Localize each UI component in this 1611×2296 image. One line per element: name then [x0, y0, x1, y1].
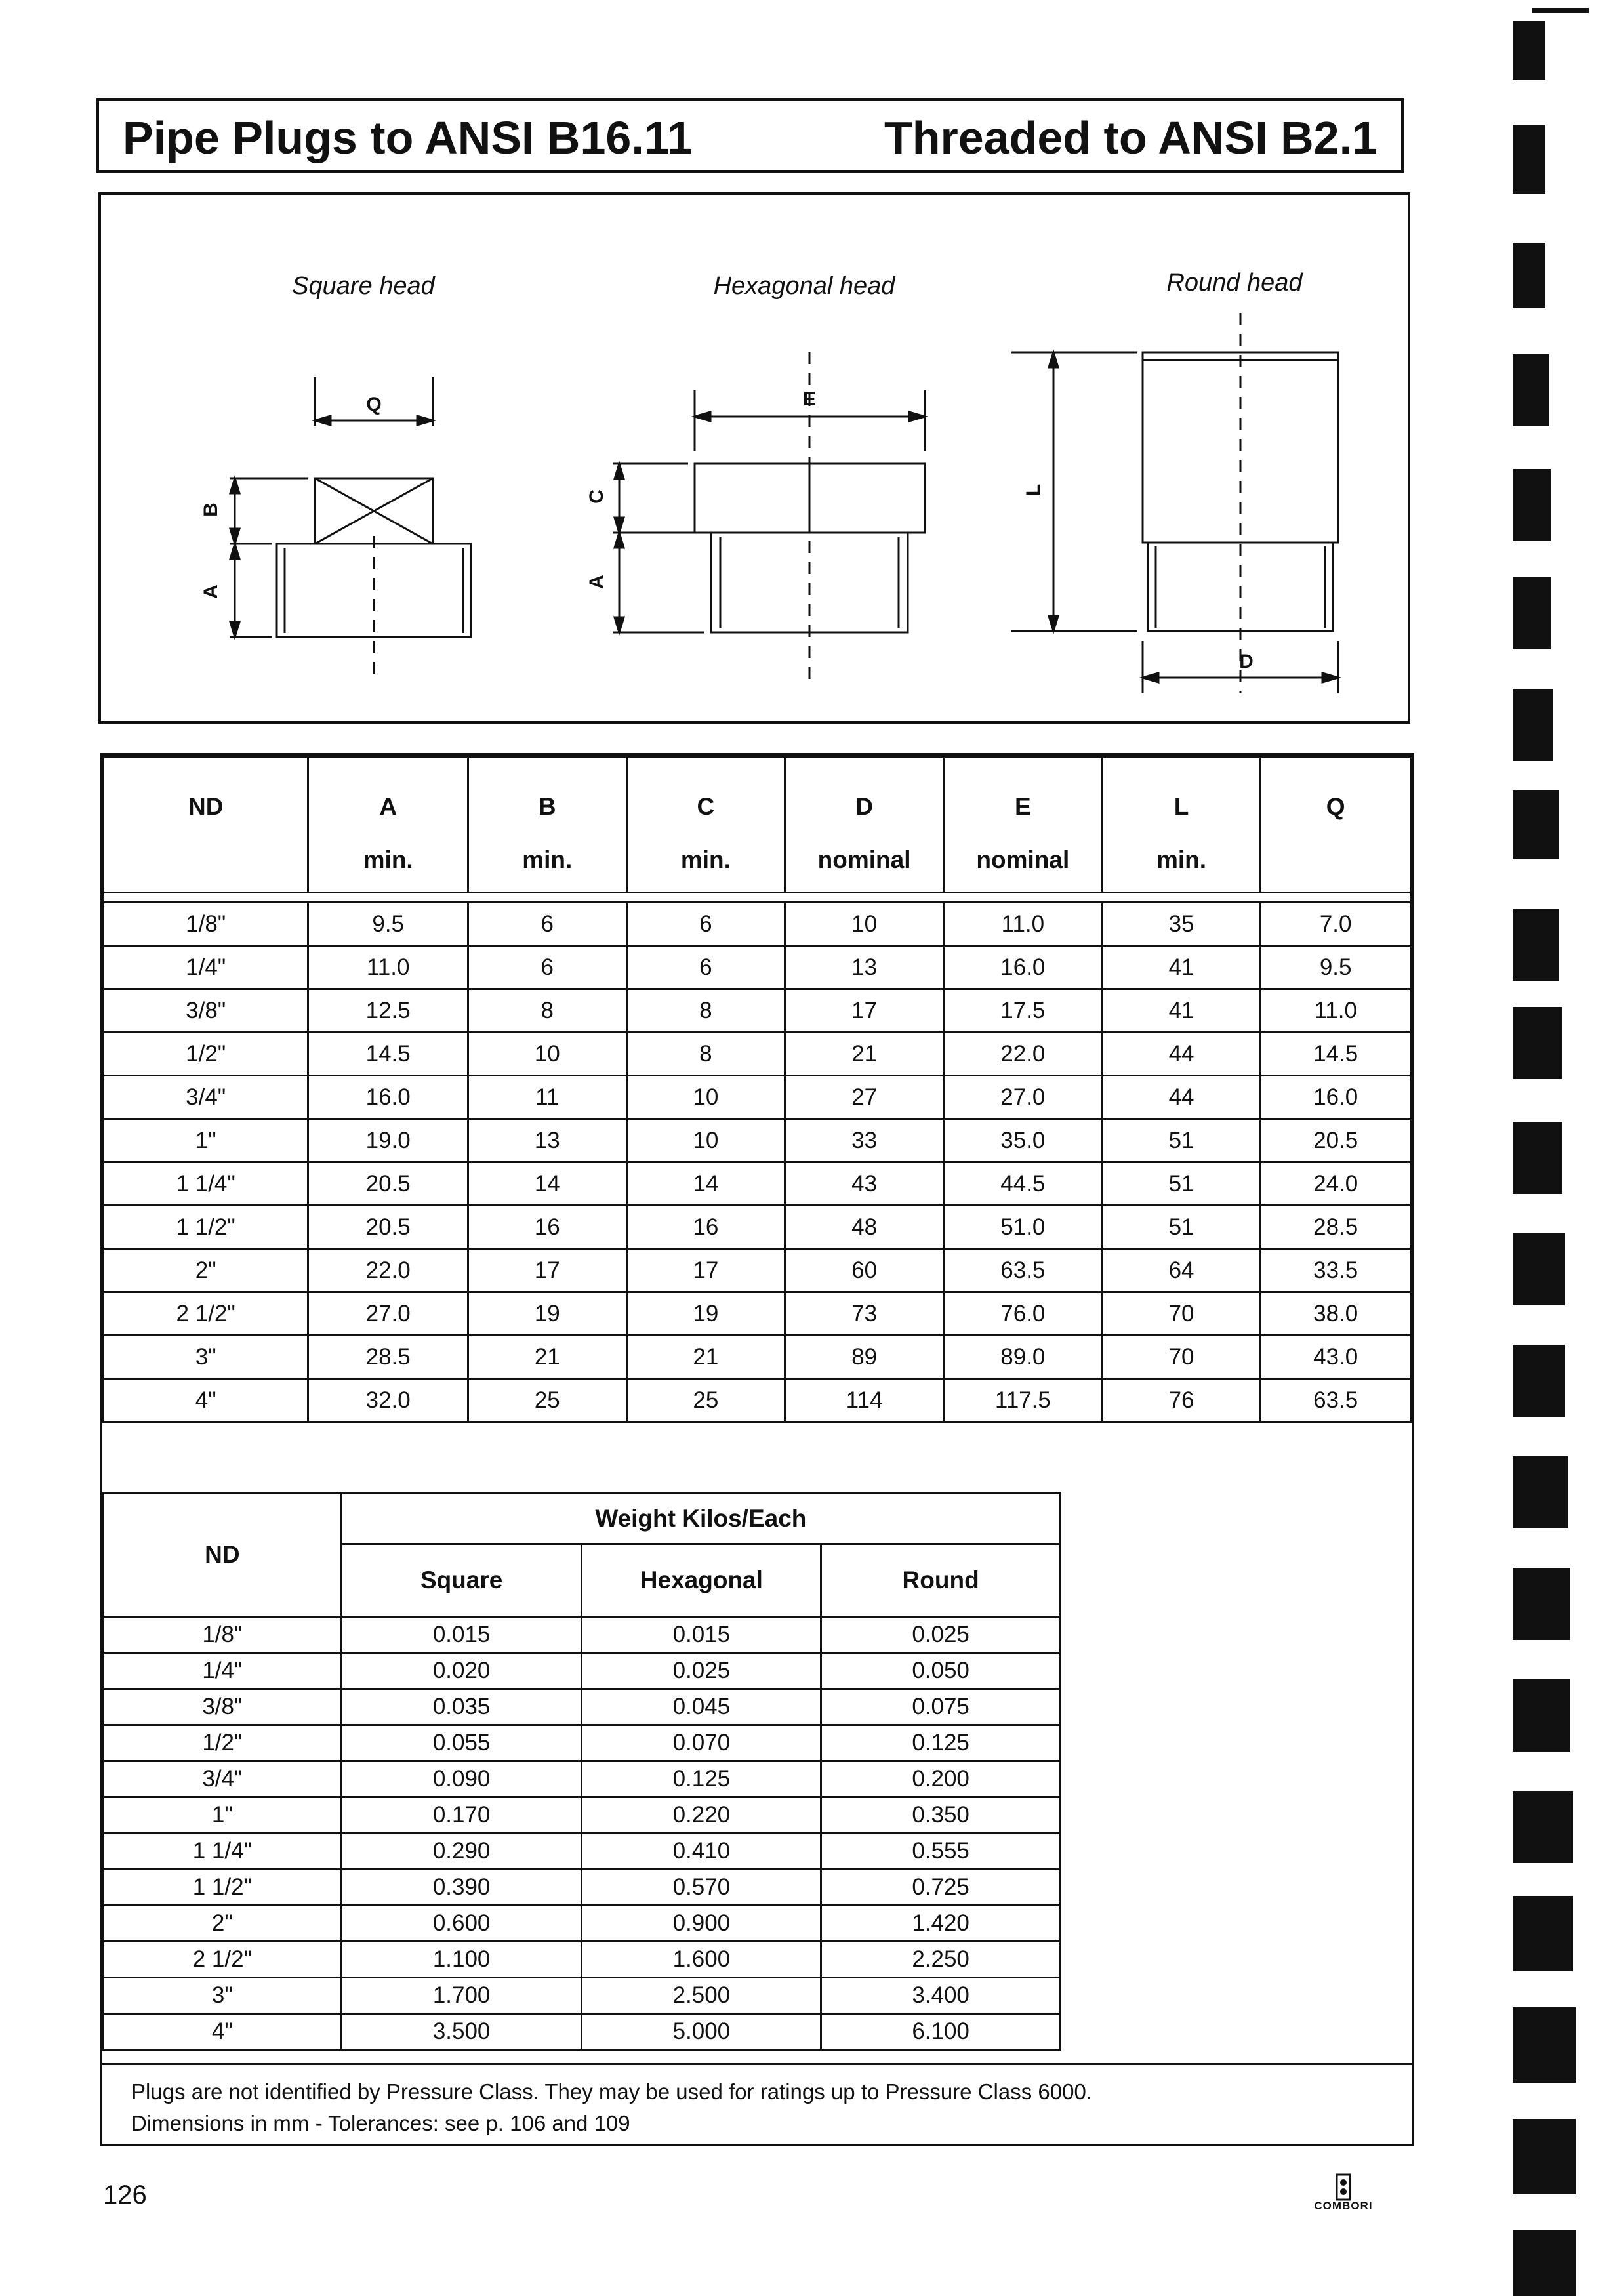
nd-cell: 1/4": [104, 1653, 342, 1689]
table-cell: 17: [626, 1249, 785, 1292]
table-cell: 16.0: [943, 946, 1102, 989]
table-row: [104, 1653, 1061, 1689]
column-subheader: min.: [468, 829, 626, 893]
table-cell: 21: [468, 1336, 626, 1379]
table-row: [104, 1761, 1061, 1797]
table-row: [104, 1379, 1411, 1422]
table-cell: 12.5: [308, 989, 468, 1033]
round-head-drawing: [1011, 313, 1338, 693]
weight-cell: 2.500: [582, 1978, 821, 2014]
table-cell: 10: [626, 1076, 785, 1119]
weight-cell: 5.000: [582, 2014, 821, 2050]
table-cell: 41: [1102, 989, 1261, 1033]
weight-cell: 0.070: [582, 1725, 821, 1761]
nd-cell: 1/4": [104, 946, 308, 989]
table-cell: 27.0: [943, 1076, 1102, 1119]
binding-mark: [1513, 1233, 1565, 1305]
table-cell: 70: [1102, 1336, 1261, 1379]
nd-cell: 3": [104, 1336, 308, 1379]
binding-mark: [1513, 2119, 1576, 2194]
weight-cell: 0.125: [582, 1761, 821, 1797]
header-spacer: [104, 893, 1411, 903]
column-subheader: min.: [308, 829, 468, 893]
binding-mark: [1513, 1679, 1570, 1752]
table-row: [104, 1292, 1411, 1336]
weight-group-header: Weight Kilos/Each: [341, 1493, 1060, 1544]
table-cell: 20.5: [1261, 1119, 1411, 1162]
weight-header-row: [104, 1493, 1061, 1544]
nd-cell: 2": [104, 1906, 342, 1942]
weight-cell: 0.090: [341, 1761, 582, 1797]
table-cell: 13: [785, 946, 944, 989]
binding-strip: [1502, 0, 1611, 2296]
table-row: [104, 1162, 1411, 1206]
nd-cell: 1 1/2": [104, 1870, 342, 1906]
table-cell: 13: [468, 1119, 626, 1162]
weight-cell: 1.600: [582, 1942, 821, 1978]
weight-subheader-square: Square: [341, 1544, 582, 1617]
plug-drawings: [101, 195, 1408, 721]
table-cell: 9.5: [1261, 946, 1411, 989]
table-cell: 60: [785, 1249, 944, 1292]
weight-cell: 0.170: [341, 1797, 582, 1834]
column-header: B: [468, 757, 626, 829]
nd-cell: 3/8": [104, 989, 308, 1033]
weight-cell: 0.025: [582, 1653, 821, 1689]
table-cell: 6: [468, 946, 626, 989]
round-head-caption: Round head: [1166, 269, 1303, 297]
weight-cell: 0.220: [582, 1797, 821, 1834]
table-row: [104, 1834, 1061, 1870]
binding-mark: [1513, 577, 1551, 649]
weight-cell: 0.200: [821, 1761, 1061, 1797]
table-cell: 44.5: [943, 1162, 1102, 1206]
table-cell: 27: [785, 1076, 944, 1119]
dimension-letter-a-hex: A: [586, 575, 607, 589]
weight-cell: 0.075: [821, 1689, 1061, 1725]
nd-cell: 3/4": [104, 1761, 342, 1797]
column-header: Q: [1261, 757, 1411, 829]
table-cell: 8: [626, 1033, 785, 1076]
table-row: [104, 1617, 1061, 1653]
column-subheader: [104, 829, 308, 893]
weight-cell: 0.570: [582, 1870, 821, 1906]
table-cell: 76: [1102, 1379, 1261, 1422]
weight-cell: 1.420: [821, 1906, 1061, 1942]
logo-mark-icon: [1335, 2173, 1352, 2201]
dimensions-header-row: [104, 757, 1411, 829]
table-cell: 27.0: [308, 1292, 468, 1336]
table-cell: 24.0: [1261, 1162, 1411, 1206]
binding-mark: [1513, 1896, 1573, 1971]
table-row: [104, 1249, 1411, 1292]
weight-cell: 3.500: [341, 2014, 582, 2050]
table-cell: 73: [785, 1292, 944, 1336]
square-head-drawing: [230, 377, 471, 680]
column-header: C: [626, 757, 785, 829]
table-cell: 33: [785, 1119, 944, 1162]
table-cell: 6: [468, 903, 626, 946]
nd-cell: 1 1/4": [104, 1834, 342, 1870]
table-cell: 11.0: [1261, 989, 1411, 1033]
table-cell: 63.5: [943, 1249, 1102, 1292]
notes: [131, 2076, 1377, 2139]
binding-mark: [1513, 243, 1545, 308]
table-cell: 89.0: [943, 1336, 1102, 1379]
binding-mark: [1513, 1791, 1573, 1863]
table-row: [104, 1689, 1061, 1725]
nd-cell: 1/2": [104, 1725, 342, 1761]
table-cell: 11.0: [943, 903, 1102, 946]
table-cell: 22.0: [943, 1033, 1102, 1076]
weight-cell: 0.035: [341, 1689, 582, 1725]
binding-mark: [1513, 1007, 1562, 1079]
note-line: Plugs are not identified by Pressure Class. They may be used for ratings up to Pressure Class 6000.: [131, 2080, 1092, 2104]
publisher-logo: [1301, 2173, 1386, 2219]
table-cell: 17: [785, 989, 944, 1033]
table-cell: 11.0: [308, 946, 468, 989]
nd-cell: 3/4": [104, 1076, 308, 1119]
table-cell: 6: [626, 946, 785, 989]
binding-mark: [1532, 8, 1589, 13]
weight-subheader-round: Round: [821, 1544, 1061, 1617]
table-cell: 10: [785, 903, 944, 946]
table-cell: 33.5: [1261, 1249, 1411, 1292]
table-cell: 64: [1102, 1249, 1261, 1292]
publisher-logo-text: COMBORI: [1314, 2200, 1373, 2212]
page-number: 126: [103, 2181, 147, 2209]
nd-cell: 2 1/2": [104, 1292, 308, 1336]
table-cell: 43: [785, 1162, 944, 1206]
column-header: ND: [104, 757, 308, 829]
table-cell: 14.5: [308, 1033, 468, 1076]
weight-nd-header: ND: [104, 1493, 342, 1617]
weight-cell: 0.390: [341, 1870, 582, 1906]
column-subheader: [1261, 829, 1411, 893]
binding-mark: [1513, 2007, 1576, 2083]
binding-mark: [1513, 689, 1553, 761]
nd-cell: 1 1/2": [104, 1206, 308, 1249]
table-row: [104, 1725, 1061, 1761]
table-row: [104, 1206, 1411, 1249]
nd-cell: 1": [104, 1119, 308, 1162]
table-cell: 14: [626, 1162, 785, 1206]
dimension-letter-e: E: [802, 388, 817, 410]
weight-cell: 0.015: [341, 1617, 582, 1653]
tables-panel: [100, 753, 1414, 2146]
table-row: [104, 2014, 1061, 2050]
dimension-letter-b: B: [200, 502, 222, 517]
column-header: E: [943, 757, 1102, 829]
weight-cell: 2.250: [821, 1942, 1061, 1978]
weight-cell: 0.900: [582, 1906, 821, 1942]
table-row: [104, 903, 1411, 946]
table-cell: 19: [468, 1292, 626, 1336]
binding-mark: [1513, 1456, 1568, 1528]
table-cell: 16.0: [308, 1076, 468, 1119]
table-cell: 43.0: [1261, 1336, 1411, 1379]
notes-divider: [102, 2063, 1412, 2065]
table-cell: 51.0: [943, 1206, 1102, 1249]
dimensions-subheader-row: [104, 829, 1411, 893]
table-cell: 20.5: [308, 1162, 468, 1206]
binding-mark: [1513, 790, 1559, 859]
table-cell: 114: [785, 1379, 944, 1422]
table-cell: 17: [468, 1249, 626, 1292]
table-cell: 76.0: [943, 1292, 1102, 1336]
dimension-letter-c: C: [586, 489, 607, 504]
table-cell: 14: [468, 1162, 626, 1206]
table-row: [104, 1119, 1411, 1162]
table-cell: 21: [785, 1033, 944, 1076]
weight-cell: 0.600: [341, 1906, 582, 1942]
column-subheader: nominal: [943, 829, 1102, 893]
table-row: [104, 1336, 1411, 1379]
table-cell: 35.0: [943, 1119, 1102, 1162]
page-subtitle: Threaded to ANSI B2.1: [884, 112, 1377, 163]
hexagonal-head-caption: Hexagonal head: [713, 272, 895, 300]
nd-cell: 1/8": [104, 903, 308, 946]
weight-cell: 0.025: [821, 1617, 1061, 1653]
column-subheader: nominal: [785, 829, 944, 893]
column-header: L: [1102, 757, 1261, 829]
table-cell: 11: [468, 1076, 626, 1119]
table-cell: 89: [785, 1336, 944, 1379]
table-cell: 28.5: [1261, 1206, 1411, 1249]
binding-mark: [1513, 125, 1545, 194]
weight-table: [102, 1492, 1061, 2051]
table-cell: 16.0: [1261, 1076, 1411, 1119]
table-cell: 44: [1102, 1033, 1261, 1076]
table-cell: 19: [626, 1292, 785, 1336]
table-cell: 51: [1102, 1119, 1261, 1162]
table-cell: 10: [468, 1033, 626, 1076]
weight-cell: 1.100: [341, 1942, 582, 1978]
column-subheader: min.: [1102, 829, 1261, 893]
dimension-letter-a-square: A: [200, 584, 222, 599]
binding-mark: [1513, 1122, 1562, 1194]
table-cell: 63.5: [1261, 1379, 1411, 1422]
nd-cell: 1": [104, 1797, 342, 1834]
nd-cell: 2 1/2": [104, 1942, 342, 1978]
column-subheader: min.: [626, 829, 785, 893]
title-box: [96, 98, 1404, 173]
table-cell: 35: [1102, 903, 1261, 946]
table-cell: 7.0: [1261, 903, 1411, 946]
diagram-panel: [98, 192, 1410, 724]
weight-cell: 3.400: [821, 1978, 1061, 2014]
nd-cell: 1/2": [104, 1033, 308, 1076]
dimensions-table: [102, 756, 1412, 1423]
weight-cell: 1.700: [341, 1978, 582, 2014]
table-row: [104, 1942, 1061, 1978]
weight-cell: 6.100: [821, 2014, 1061, 2050]
table-row: [104, 1797, 1061, 1834]
binding-mark: [1513, 354, 1549, 426]
table-cell: 16: [468, 1206, 626, 1249]
table-cell: 38.0: [1261, 1292, 1411, 1336]
table-row: [104, 989, 1411, 1033]
table-row: [104, 1076, 1411, 1119]
binding-mark: [1513, 469, 1551, 541]
nd-cell: 1/8": [104, 1617, 342, 1653]
weight-table-body: [104, 1617, 1061, 2050]
weight-cell: 0.020: [341, 1653, 582, 1689]
nd-cell: 3": [104, 1978, 342, 2014]
table-cell: 28.5: [308, 1336, 468, 1379]
table-row: [104, 946, 1411, 989]
note-line: Dimensions in mm - Tolerances: see p. 106 and 109: [131, 2111, 630, 2135]
weight-cell: 0.015: [582, 1617, 821, 1653]
binding-mark: [1513, 21, 1545, 80]
table-row: [104, 1033, 1411, 1076]
weight-cell: 0.725: [821, 1870, 1061, 1906]
binding-mark: [1513, 1345, 1565, 1417]
table-cell: 25: [468, 1379, 626, 1422]
table-cell: 21: [626, 1336, 785, 1379]
binding-mark: [1513, 2230, 1576, 2296]
table-cell: 6: [626, 903, 785, 946]
table-cell: 51: [1102, 1206, 1261, 1249]
weight-subheader-hexagonal: Hexagonal: [582, 1544, 821, 1617]
table-cell: 32.0: [308, 1379, 468, 1422]
binding-mark: [1513, 909, 1559, 981]
table-cell: 19.0: [308, 1119, 468, 1162]
table-cell: 25: [626, 1379, 785, 1422]
square-head-caption: Square head: [292, 272, 435, 300]
weight-cell: 0.555: [821, 1834, 1061, 1870]
dimension-letter-d: D: [1239, 651, 1254, 672]
weight-cell: 0.350: [821, 1797, 1061, 1834]
table-cell: 17.5: [943, 989, 1102, 1033]
weight-cell: 0.125: [821, 1725, 1061, 1761]
table-cell: 8: [468, 989, 626, 1033]
column-header: D: [785, 757, 944, 829]
table-cell: 10: [626, 1119, 785, 1162]
weight-cell: 0.050: [821, 1653, 1061, 1689]
weight-cell: 0.055: [341, 1725, 582, 1761]
table-cell: 14.5: [1261, 1033, 1411, 1076]
nd-cell: 1 1/4": [104, 1162, 308, 1206]
table-row: [104, 1978, 1061, 2014]
weight-cell: 0.290: [341, 1834, 582, 1870]
weight-cell: 0.410: [582, 1834, 821, 1870]
nd-cell: 4": [104, 2014, 342, 2050]
table-cell: 8: [626, 989, 785, 1033]
weight-cell: 0.045: [582, 1689, 821, 1725]
nd-cell: 4": [104, 1379, 308, 1422]
table-cell: 41: [1102, 946, 1261, 989]
table-cell: 22.0: [308, 1249, 468, 1292]
table-row: [104, 1870, 1061, 1906]
table-row: [104, 1906, 1061, 1942]
page-title: Pipe Plugs to ANSI B16.11: [123, 112, 693, 163]
hexagonal-head-drawing: [613, 352, 925, 680]
column-header: A: [308, 757, 468, 829]
table-cell: 44: [1102, 1076, 1261, 1119]
table-cell: 48: [785, 1206, 944, 1249]
nd-cell: 2": [104, 1249, 308, 1292]
table-cell: 16: [626, 1206, 785, 1249]
table-cell: 51: [1102, 1162, 1261, 1206]
dimensions-table-body: [104, 903, 1411, 1422]
table-cell: 9.5: [308, 903, 468, 946]
table-cell: 117.5: [943, 1379, 1102, 1422]
nd-cell: 3/8": [104, 1689, 342, 1725]
table-cell: 20.5: [308, 1206, 468, 1249]
dimension-letter-q: Q: [366, 394, 382, 415]
binding-mark: [1513, 1568, 1570, 1640]
table-cell: 70: [1102, 1292, 1261, 1336]
dimension-letter-l: L: [1023, 483, 1044, 497]
